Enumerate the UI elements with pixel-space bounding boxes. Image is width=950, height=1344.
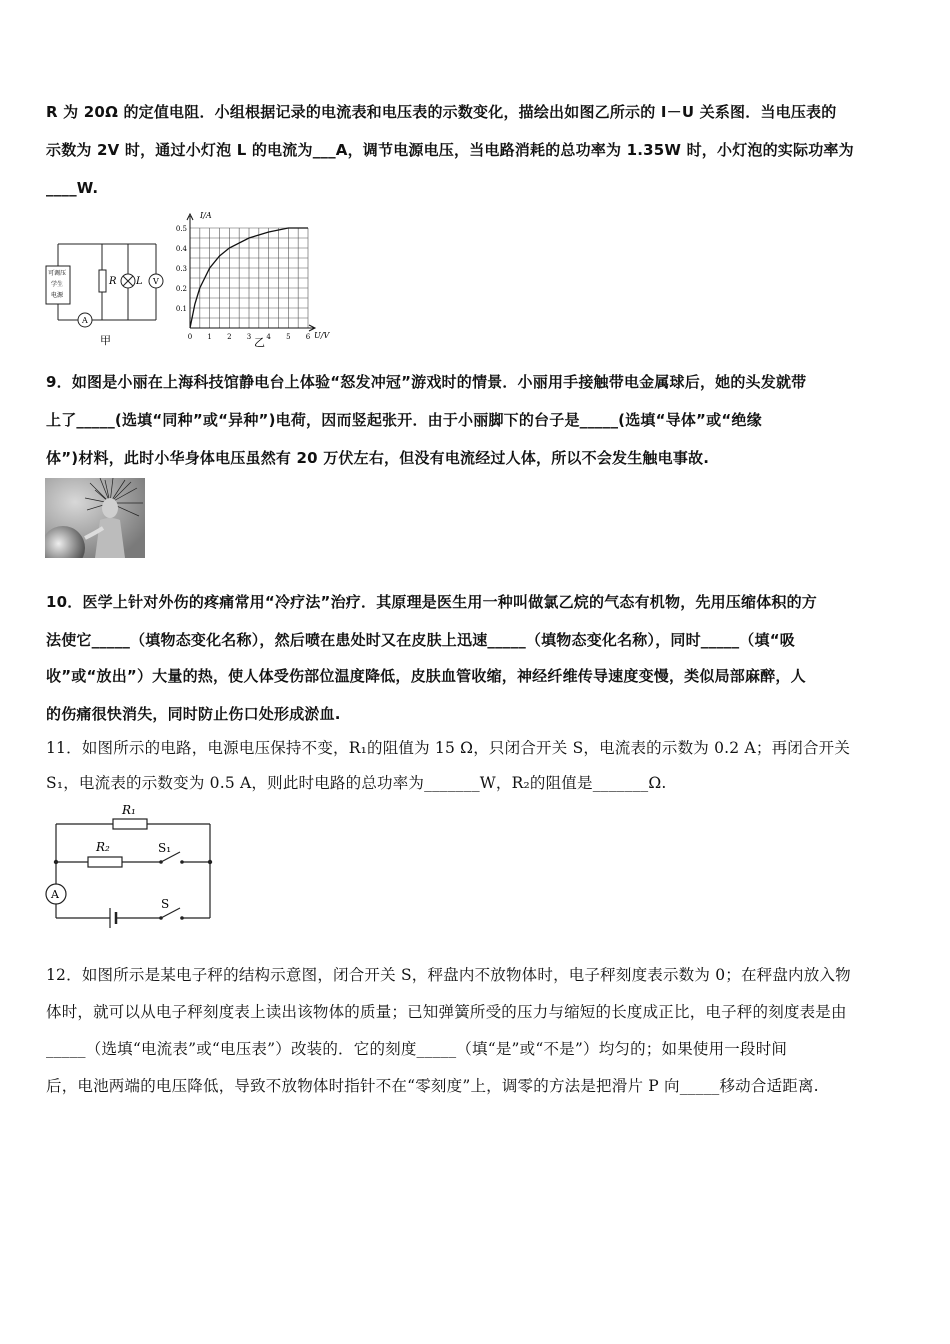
q10-line-4: 的伤痛很快消失，同时防止伤口处形成淤血. — [46, 705, 341, 723]
source-label-3: 电源 — [51, 292, 64, 299]
x-tick-label: 5 — [286, 333, 291, 341]
y-tick-label: 0.2 — [175, 285, 187, 293]
y-axis-label: I/A — [200, 211, 212, 220]
figure-caption-yi: 乙 — [254, 336, 265, 348]
r1-label: R₁ — [122, 803, 136, 817]
x-tick-label: 6 — [305, 333, 311, 341]
a-label: A — [82, 316, 88, 325]
x-tick-label: 1 — [207, 333, 212, 341]
q8-line-1: R 为 20Ω 的定值电阻．小组根据记录的电流表和电压表的示数变化，描绘出如图乙所示的 I－U 关系图．当电压表的 — [46, 103, 837, 121]
r-label: R — [109, 276, 117, 287]
x-tick-label: 3 — [246, 333, 252, 341]
q9-photo-static-hair — [45, 478, 145, 558]
q10-line-2: 法使它_____（填物态变化名称），然后喷在患处时又在皮肤上迅速_____（填物态变化名称），同时_____（填“吸 — [46, 631, 795, 649]
q10-line-1: 10．医学上针对外伤的疼痛常用“冷疗法”治疗．其原理是医生用一种叫做氯乙烷的气态有机物，先用压缩体积的方 — [46, 593, 817, 611]
s-label: S — [161, 897, 170, 911]
q9-line-2: 上了_____(选填“同种”或“异种”)电荷，因而竖起张开．由于小丽脚下的台子是_____(选填“导体”或“绝缘 — [46, 411, 762, 429]
resistor-r1 — [113, 819, 147, 829]
resistor-r2 — [88, 857, 122, 867]
y-tick-label: 0.1 — [175, 305, 187, 313]
source-label-2: 学生 — [51, 281, 64, 288]
x-axis-label: U/V — [314, 331, 330, 340]
q12-line-2: 体时，就可以从电子秤刻度表上读出该物体的质量；已知弹簧所受的压力与缩短的长度成正比，电子秤的刻度表是由 — [46, 1003, 847, 1021]
source-label-1: 可调压 — [48, 270, 67, 277]
l-label: L — [136, 276, 143, 287]
q8-iu-graph — [168, 208, 338, 348]
a-label: A — [51, 888, 59, 901]
resistor-r — [99, 270, 106, 292]
q8-circuit-diagram — [40, 226, 170, 350]
q12-line-4: 后，电池两端的电压降低，导致不放物体时指针不在“零刻度”上，调零的方法是把滑片 P 向_____移动合适距离. — [46, 1077, 819, 1095]
x-tick-label: 0 — [187, 333, 193, 341]
q8-line-2: 示数为 2V 时，通过小灯泡 L 的电流为___A，调节电源电压，当电路消耗的总功率为 1.35W 时，小灯泡的实际功率为 — [46, 141, 854, 159]
q10-line-3: 收”或“放出”）大量的热，使人体受伤部位温度降低，皮肤血管收缩，神经纤维传导速度变慢，类似局部麻醉，人 — [46, 667, 806, 685]
figure-caption-jia: 甲 — [100, 334, 111, 347]
q12-line-3: _____（选填“电流表”或“电压表”）改装的．它的刻度_____（填“是”或“不是”）均匀的；如果使用一段时间 — [46, 1040, 788, 1058]
q8-line-3: ____W. — [46, 179, 99, 197]
r2-label: R₂ — [96, 840, 110, 854]
q12-line-1: 12．如图所示是某电子秤的结构示意图，闭合开关 S，秤盘内不放物体时，电子秤刻度表示数为 0；在秤盘内放入物 — [46, 966, 851, 984]
x-tick-label: 2 — [227, 333, 232, 341]
y-tick-label: 0.3 — [175, 265, 187, 273]
v-label: V — [153, 277, 159, 286]
q9-line-3: 体”)材料，此时小华身体电压虽然有 20 万伏左右，但没有电流经过人体，所以不会发生触电事故. — [46, 449, 710, 467]
q9-line-1: 9．如图是小丽在上海科技馆静电台上体验“怒发冲冠”游戏时的情景．小丽用手接触带电金属球后，她的头发就带 — [46, 373, 807, 391]
q11-circuit-diagram — [40, 800, 220, 930]
y-tick-label: 0.4 — [175, 245, 187, 253]
q11-line-2: S₁，电流表的示数变为 0.5 A，则此时电路的总功率为_______W，R₂的阻值是_______Ω. — [46, 774, 667, 792]
s1-label: S₁ — [158, 841, 172, 855]
q11-line-1: 11．如图所示的电路，电源电压保持不变，R₁的阻值为 15 Ω，只闭合开关 S，电流表的示数为 0.2 A；再闭合开关 — [46, 739, 851, 757]
y-tick-label: 0.5 — [175, 225, 187, 233]
x-tick-label: 4 — [266, 333, 271, 341]
